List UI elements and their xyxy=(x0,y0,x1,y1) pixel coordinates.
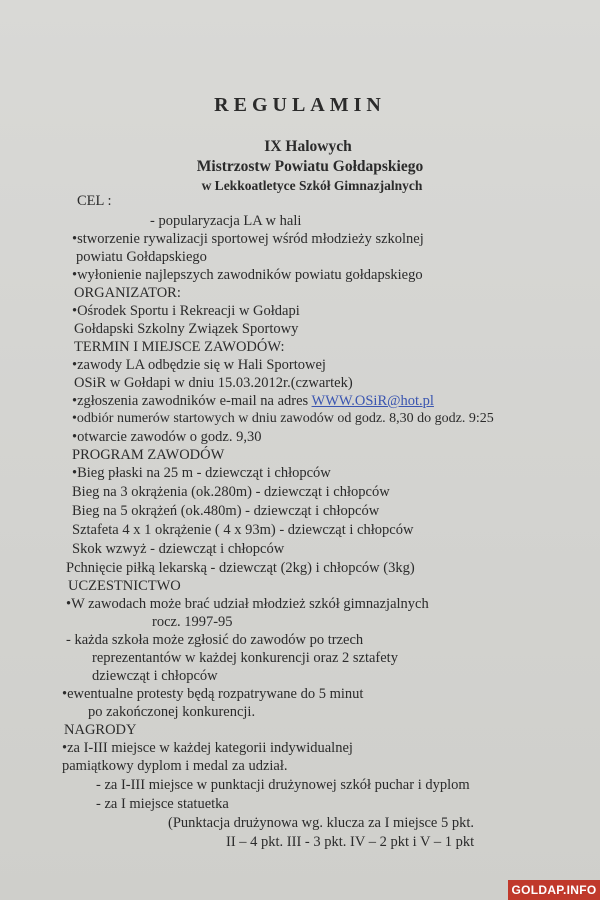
program-item: Bieg na 5 okrążeń (ok.480m) - dziewcząt i chłopców xyxy=(72,503,380,519)
goal-item: - popularyzacja LA w hali xyxy=(150,213,302,229)
date-place-item: •zawody LA odbędzie się w Hali Sportowej xyxy=(72,357,326,373)
participation-item-continued: po zakończonej konkurencji. xyxy=(88,704,256,720)
section-heading-participation: UCZESTNICTWO xyxy=(68,578,181,594)
section-heading-awards: NAGRODY xyxy=(64,722,137,738)
participation-item-continued: dziewcząt i chłopców xyxy=(92,668,218,684)
participation-item: •ewentualne protesty będą rozpatrywane do 5 minut xyxy=(62,686,364,702)
date-place-item: •odbiór numerów startowych w dniu zawodów od godz. 8,30 do godz. 9:25 xyxy=(72,411,494,426)
date-place-item: •otwarcie zawodów o godz. 9,30 xyxy=(72,429,262,445)
section-heading-program: PROGRAM ZAWODÓW xyxy=(72,447,225,463)
program-item: Bieg na 3 okrążenia (ok.280m) - dziewcząt i chłopców xyxy=(72,484,390,500)
goal-item: •wyłonienie najlepszych zawodników powiatu gołdapskiego xyxy=(72,267,423,283)
participation-item-continued: reprezentantów w każdej konkurencji oraz 2 sztafety xyxy=(92,650,398,666)
awards-scoring-continued: II – 4 pkt. III - 3 pkt. IV – 2 pkt i V – 1 pkt xyxy=(226,834,475,850)
goal-item-continued: powiatu Gołdapskiego xyxy=(76,249,207,265)
document-subtitle-event: Mistrzostw Powiatu Gołdapskiego xyxy=(196,158,424,175)
document-title: REGULAMIN xyxy=(214,94,386,116)
awards-item: •za I-III miejsce w każdej kategorii indywidualnej xyxy=(62,740,353,756)
program-item: •Bieg płaski na 25 m - dziewcząt i chłopców xyxy=(72,465,331,481)
organizer-item: Gołdapski Szkolny Związek Sportowy xyxy=(74,321,299,337)
registration-text: •zgłoszenia zawodników e-mail na adres xyxy=(72,393,312,409)
participation-item-continued: rocz. 1997-95 xyxy=(152,614,233,630)
document-subtitle-category: w Lekkoatletyce Szkół Gimnazjalnych xyxy=(201,178,423,193)
section-heading-organizer: ORGANIZATOR: xyxy=(74,285,181,301)
awards-item-continued: pamiątkowy dyplom i medal za udział. xyxy=(62,758,288,774)
document-subtitle-edition: IX Halowych xyxy=(264,138,352,155)
participation-item: - każda szkoła może zgłosić do zawodów po trzech xyxy=(66,632,364,648)
organizer-item: •Ośrodek Sportu i Rekreacji w Gołdapi xyxy=(72,303,300,319)
section-heading-goal: CEL : xyxy=(77,193,112,209)
goal-item: •stworzenie rywalizacji sportowej wśród młodzieży szkolnej xyxy=(72,231,424,247)
awards-item: - za I miejsce statuetka xyxy=(96,796,229,812)
awards-item: - za I-III miejsce w punktacji drużynowej szkół puchar i dyplom xyxy=(96,777,470,793)
program-item: Pchnięcie piłką lekarską - dziewcząt (2kg) i chłopców (3kg) xyxy=(66,560,415,576)
date-place-item-continued: OSiR w Gołdapi w dniu 15.03.2012r.(czwartek) xyxy=(74,375,353,391)
program-item: Sztafeta 4 x 1 okrążenie ( 4 x 93m) - dziewcząt i chłopców xyxy=(72,522,414,538)
site-watermark: GOLDAP.INFO xyxy=(508,880,600,900)
email-link[interactable]: WWW.OSiR@hot.pl xyxy=(311,393,434,409)
date-place-item-registration xyxy=(72,392,434,410)
participation-item: •W zawodach może brać udział młodzież szkół gimnazjalnych xyxy=(66,596,429,612)
program-item: Skok wzwyż - dziewcząt i chłopców xyxy=(72,541,285,557)
section-heading-date-place: TERMIN I MIEJSCE ZAWODÓW: xyxy=(74,339,285,355)
awards-scoring: (Punktacja drużynowa wg. klucza za I miejsce 5 pkt. xyxy=(168,815,475,831)
